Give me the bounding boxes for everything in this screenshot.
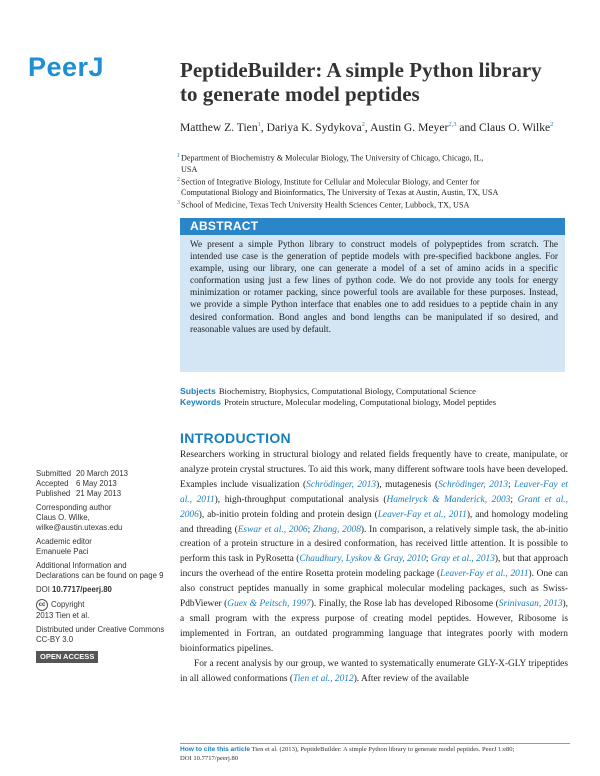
subjects-keywords [180, 386, 570, 408]
citation-link[interactable]: Grant et al., 2006 [180, 494, 568, 520]
citation-link[interactable]: Guex & Peitsch, 1997 [227, 599, 311, 610]
citation-link[interactable]: Leaver-Fay et al., 2011 [440, 569, 529, 580]
corresponding-author [36, 503, 166, 533]
paper-title [180, 58, 580, 106]
subjects-value: Biochemistry, Biophysics, Computational Biology, Computational Science [218, 386, 476, 396]
citation-link[interactable]: Srinivasan, 2013 [498, 599, 563, 610]
intro-paragraph: Researchers working in structural biology and related fields frequently have to create, manipulate, or analyze protein crystal structures. To aid this work, many different software tools have been developed. Examples include visualization (Schrödinger, 2013), mutagenesis (Schrödinger, 2013; Leaver-Fay et al., 2011), high-throughput computational analysis (Hamelryck & Manderick, 2003; Grant et al., 2006), ab-initio protein folding and protein design (Leaver-Fay et al., 2011), and homology modeling and threading (Eswar et al., 2006; Zhang, 2008). In comparison, a relatively simple task, the ab-initio creation of a protein structure in a desired conformation, has received little attention. It is possible to perform this task in PyRosetta (Chaudhury, Lyskov & Gray, 2010; Gray et al., 2013), but that approach incurs the overhead of the entire Rosetta protein modeling package (Leaver-Fay et al., 2011). One can also construct peptides manually in some graphical molecular modeling packages, such as Swiss-PdbViewer (Guex & Peitsch, 1997). Finally, the Rose lab has developed Ribosome (Srinivasan, 2013), a small program with the express purpose of creating model peptides. However, Ribosome is implemented in Fortran, an outdated programming language that integrates poorly with modern bioinformatics pipelines. [180, 450, 569, 654]
citation-link[interactable]: Schrödinger, 2013 [438, 479, 509, 490]
affiliation-mark: 2 [177, 176, 180, 183]
citation-link[interactable]: Hamelryck & Manderick, 2003 [386, 494, 511, 505]
corresponding-email[interactable]: wilke@austin.utexas.edu [36, 523, 123, 532]
date-value: 6 May 2013 [76, 479, 117, 488]
keywords-line [180, 397, 570, 408]
citation-text: Tien et al. (2013), PeptideBuilder: A simple Python library to generate model peptides. PeerJ 1:e80; [251, 746, 515, 753]
citation-link[interactable]: Gray et al., 2013 [430, 554, 495, 565]
author-name: Claus O. Wilke [479, 120, 551, 134]
citation-link[interactable]: Zhang, 2008 [313, 524, 361, 535]
doi-label: DOI [36, 585, 50, 594]
author-name: Austin G. Meyer [370, 120, 449, 134]
intro-heading: INTRODUCTION [180, 430, 291, 446]
author-name: Dariya K. Sydykova [266, 120, 362, 134]
affiliation-mark: 3 [177, 200, 180, 207]
subjects-line [180, 386, 570, 397]
date-row [36, 489, 166, 499]
subjects-label: Subjects [180, 386, 216, 396]
creative-commons-icon: cc [36, 599, 48, 611]
footer-doi: DOI 10.7717/peerj.80 [180, 755, 239, 762]
citation-link[interactable]: Leaver-Fay et al., 2011 [180, 479, 569, 505]
affiliation-line: Computational Biology and Bioinformatics, The University of Texas at Austin, Austin, TX, USA [181, 188, 499, 198]
date-label: Published [36, 489, 71, 498]
affiliation-line: School of Medicine, Texas Tech University Health Sciences Center, Lubbock, TX, USA [181, 201, 470, 211]
date-row [36, 469, 166, 479]
page-footer [180, 745, 570, 763]
affiliation-list [177, 151, 577, 211]
affiliation-line: Section of Integrative Biology, Institute for Cellular and Molecular Biology, and Center for [181, 177, 480, 187]
copyright-label: Copyright [51, 600, 85, 610]
citation-link[interactable]: Eswar et al., 2006 [237, 524, 308, 535]
corresponding-name: Claus O. Wilke, [36, 513, 90, 522]
date-label: Submitted [36, 469, 72, 478]
title-line: PeptideBuilder: A simple Python library [180, 58, 542, 82]
corresponding-label: Corresponding author [36, 503, 112, 512]
doi-line [36, 585, 166, 595]
article-sidebar [36, 469, 166, 663]
date-row [36, 479, 166, 489]
how-to-cite-label: How to cite this article [180, 746, 250, 753]
affiliation-line: USA [181, 164, 198, 174]
author-affiliation-mark: 2 [361, 121, 365, 128]
copyright [36, 599, 166, 621]
date-value: 21 May 2013 [76, 489, 122, 498]
author-affiliation-mark: 2,3 [448, 121, 457, 128]
doi-value[interactable]: 10.7717/peerj.80 [52, 585, 112, 594]
additional-info[interactable]: Additional Information and Declarations can be found on page 9 [36, 561, 164, 580]
affiliation-mark: 1 [177, 153, 180, 159]
copyright-text: 2013 Tien et al. [36, 611, 90, 620]
citation-link[interactable]: Leaver-Fay et al., 2011 [377, 509, 467, 520]
open-access-badge: OPEN ACCESS [36, 651, 98, 663]
citation-link[interactable]: Tien et al., 2012 [293, 673, 354, 684]
license[interactable]: Distributed under Creative Commons CC-BY 3.0 [36, 625, 165, 644]
affiliation [177, 198, 577, 211]
keywords-label: Keywords [180, 397, 222, 407]
date-label: Accepted [36, 479, 69, 488]
journal-logo: PeerJ [28, 52, 105, 82]
article-dates [36, 469, 166, 499]
citation-link[interactable]: Chaudhury, Lyskov & Gray, 2010 [299, 554, 426, 565]
author-affiliation-mark: 1 [257, 121, 261, 128]
affiliation-line: Department of Biochemistry & Molecular Biology, The University of Chicago, Chicago, IL, [181, 153, 484, 163]
footer-divider [180, 743, 570, 744]
affiliation [177, 175, 577, 199]
affiliation [177, 151, 577, 175]
keywords-value: Protein structure, Molecular modeling, Computational biology, Model peptides [224, 397, 497, 407]
academic-editor [36, 537, 166, 557]
abstract-heading: ABSTRACT [190, 219, 259, 233]
editor-name: Emanuele Paci [36, 547, 89, 556]
date-value: 20 March 2013 [76, 469, 129, 478]
intro-body [180, 448, 568, 687]
author-list: Matthew Z. Tien$^1$, Dariya K. Sydykova$^2$, Austin G. Meyer$^{2,3}$ and Claus O. Wilke$^2$ [180, 120, 554, 134]
abstract-text: We present a simple Python library to construct models of polypeptides from scratch. The intended use case is the generation of peptide models with pre-specified backbone angles. For example, using our library, one can generate a model of a set of amino acids in a specific conformation using just a few lines of python code. We do not provide any tools for energy minimization or rotamer packing, since powerful tools are available for these purposes. Instead, we provide a simple Python interface that enables one to add residues to a peptide chain in any desired conformation. Bond angles and bond lengths can be manipulated if so desired, and reasonable values are used by default. [190, 240, 558, 335]
title-line: to generate model peptides [180, 82, 420, 106]
author-affiliation-mark: 2 [550, 121, 554, 128]
citation-link[interactable]: Schrödinger, 2013 [306, 479, 377, 490]
author-name: Matthew Z. Tien [180, 120, 258, 134]
intro-paragraph: For a recent analysis by our group, we wanted to systematically enumerate GLY-X-GLY tripeptides in all allowed conformations (Tien et al., 2012). After review of the available [180, 658, 568, 684]
editor-label: Academic editor [36, 537, 92, 546]
